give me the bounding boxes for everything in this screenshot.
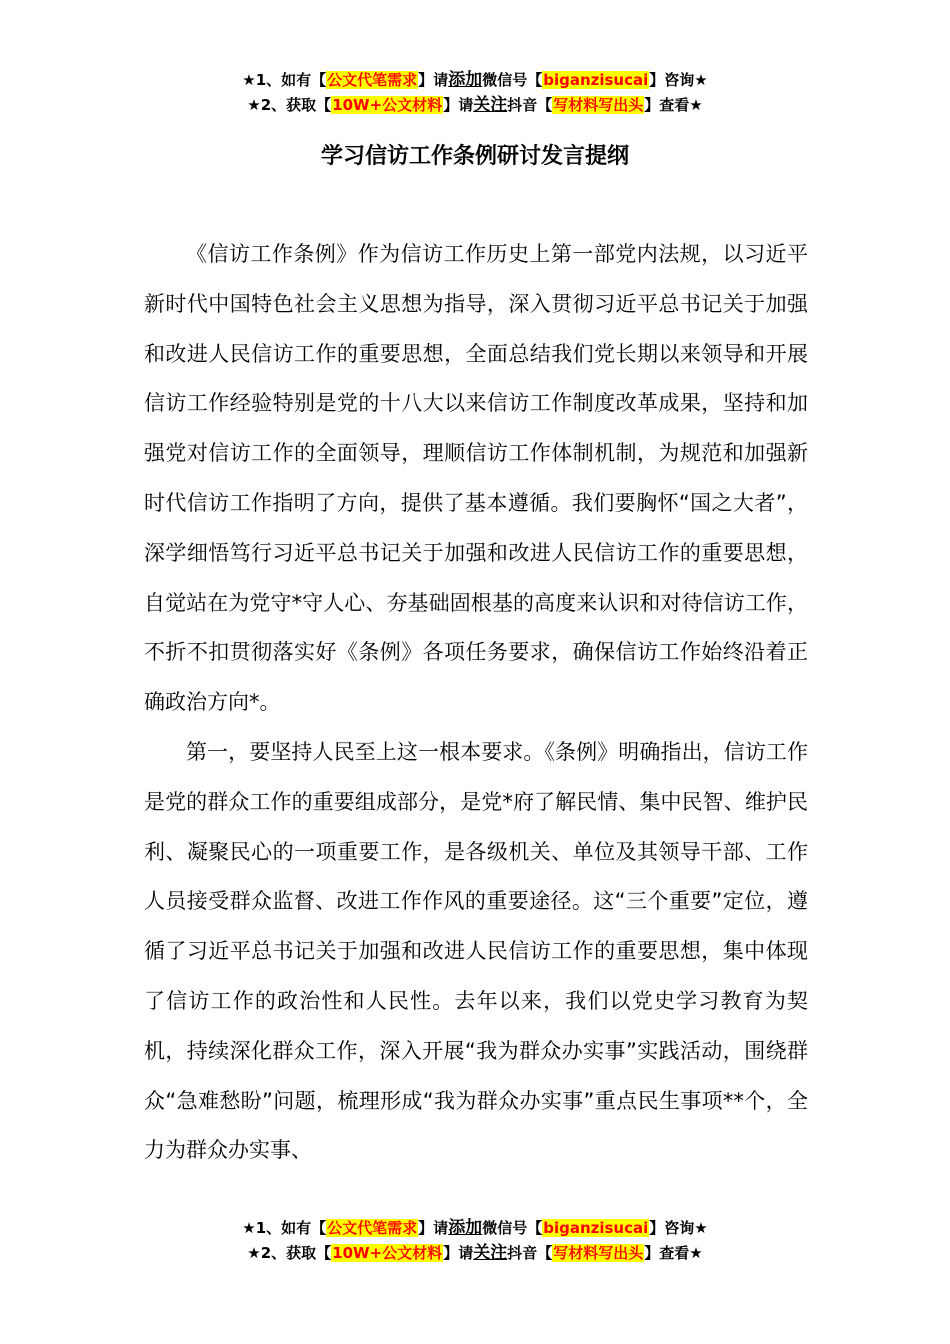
banner-text: 】请 xyxy=(418,71,449,89)
banner-highlight-douyin-account: 写材料写出头 xyxy=(553,1244,644,1262)
document-body xyxy=(144,230,808,1176)
header-banner-line-2 xyxy=(0,93,950,118)
banner-emphasis-follow: 关注 xyxy=(473,95,508,115)
banner-emphasis-add: 添加 xyxy=(448,1218,483,1238)
banner-emphasis-add: 添加 xyxy=(448,70,483,90)
body-paragraph-2: 第一，要坚持人民至上这一根本要求。《条例》明确指出，信访工作是党的群众工作的重要组成部分，是党*府了解民情、集中民智、维护民利、凝聚民心的一项重要工作，是各级机关、单位及其领导干部、工作人员接受群众监督、改进工作作风的重要途径。这“三个重要”定位，遵循了习近平总书记关于加强和改进人民信访工作的重要思想，集中体现了信访工作的政治性和人民性。去年以来，我们以党史学习教育为契机，持续深化群众工作，深入开展“我为群众办实事”实践活动，围绕群众“急难愁盼”问题，梳理形成“我为群众办实事”重点民生事项**个，全力为群众办实事、 xyxy=(144,739,808,1163)
banner-text: 】咨询★ xyxy=(649,1219,708,1237)
banner-emphasis-follow: 关注 xyxy=(473,1243,508,1263)
banner-text: 抖音【 xyxy=(507,1244,553,1262)
banner-text: 】咨询★ xyxy=(649,71,708,89)
banner-text: 微信号【 xyxy=(482,1219,543,1237)
banner-highlight-materials: 10W+公文材料 xyxy=(332,96,443,114)
footer-banner xyxy=(0,1216,950,1266)
header-banner-line-1 xyxy=(0,68,950,93)
banner-highlight-wechat-id: biganzisucai xyxy=(543,71,649,89)
document-title: 学习信访工作条例研讨发言提纲 xyxy=(320,144,629,169)
banner-text: 】查看★ xyxy=(644,1244,703,1262)
banner-text: ★2、获取【 xyxy=(247,96,332,114)
banner-text: 抖音【 xyxy=(507,96,553,114)
banner-text: ★1、如有【 xyxy=(242,71,327,89)
banner-text: 】请 xyxy=(443,96,474,114)
body-paragraph-1: 《信访工作条例》作为信访工作历史上第一部党内法规，以习近平新时代中国特色社会主义思想为指导，深入贯彻习近平总书记关于加强和改进人民信访工作的重要思想，全面总结我们党长期以来领导和开展信访工作经验特别是党的十八大以来信访工作制度改革成果，坚持和加强党对信访工作的全面领导，理顺信访工作体制机制，为规范和加强新时代信访工作指明了方向，提供了基本遵循。我们要胸怀“国之大者”，深学细悟笃行习近平总书记关于加强和改进人民信访工作的重要思想，自觉站在为党守*守人心、夯基础固根基的高度来认识和对待信访工作，不折不扣贯彻落实好《条例》各项任务要求，确保信访工作始终沿着正确政治方向*。 xyxy=(144,242,808,715)
banner-text: 】查看★ xyxy=(644,96,703,114)
banner-highlight-service: 公文代笔需求 xyxy=(327,71,418,89)
banner-text: 】请 xyxy=(418,1219,449,1237)
banner-text: 】请 xyxy=(443,1244,474,1262)
banner-text: ★1、如有【 xyxy=(242,1219,327,1237)
banner-highlight-wechat-id: biganzisucai xyxy=(543,1219,649,1237)
banner-highlight-materials: 10W+公文材料 xyxy=(332,1244,443,1262)
banner-highlight-service: 公文代笔需求 xyxy=(327,1219,418,1237)
footer-banner-line-1 xyxy=(0,1216,950,1241)
banner-highlight-douyin-account: 写材料写出头 xyxy=(553,96,644,114)
banner-text: 微信号【 xyxy=(482,71,543,89)
banner-text: ★2、获取【 xyxy=(247,1244,332,1262)
footer-banner-line-2 xyxy=(0,1241,950,1266)
header-banner xyxy=(0,68,950,118)
